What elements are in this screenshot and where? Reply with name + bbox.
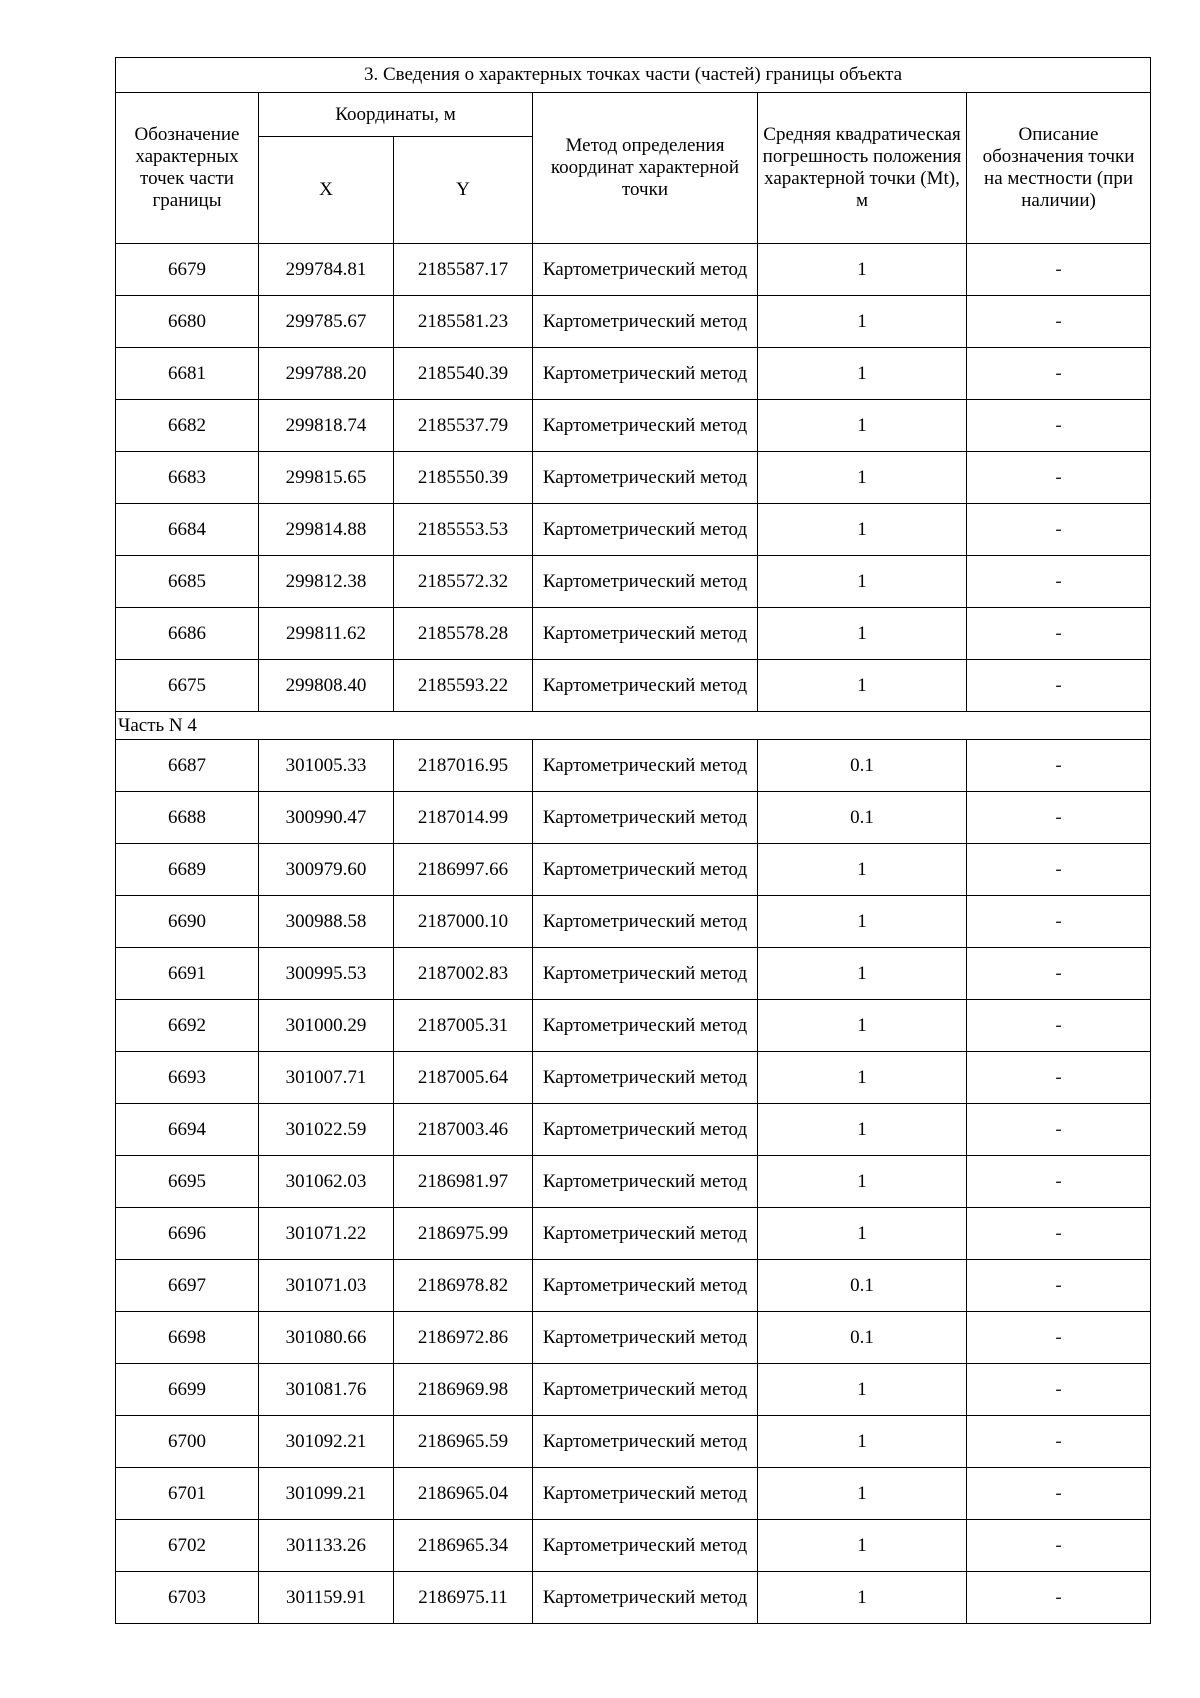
part4-section <box>116 712 1151 740</box>
cell-x: 299811.62 <box>259 608 394 660</box>
cell-y: 2187005.31 <box>394 1000 533 1052</box>
table-row <box>116 1104 1151 1156</box>
table-title: 3. Сведения о характерных точках части (частей) границы объекта <box>116 58 1151 93</box>
table-row <box>116 1208 1151 1260</box>
cell-accuracy: 1 <box>758 1000 967 1052</box>
cell-method: Картометрический метод <box>533 1052 758 1104</box>
cell-accuracy: 1 <box>758 660 967 712</box>
cell-description: - <box>967 1104 1151 1156</box>
header-y: Y <box>394 137 533 244</box>
cell-x: 300990.47 <box>259 792 394 844</box>
cell-point-id: 6693 <box>116 1052 259 1104</box>
cell-method: Картометрический метод <box>533 1156 758 1208</box>
cell-method: Картометрический метод <box>533 348 758 400</box>
cell-point-id: 6695 <box>116 1156 259 1208</box>
table-row <box>116 896 1151 948</box>
cell-point-id: 6703 <box>116 1572 259 1624</box>
cell-x: 301159.91 <box>259 1572 394 1624</box>
cell-y: 2186965.34 <box>394 1520 533 1572</box>
cell-y: 2185581.23 <box>394 296 533 348</box>
cell-accuracy: 1 <box>758 400 967 452</box>
cell-accuracy: 1 <box>758 844 967 896</box>
cell-description: - <box>967 1468 1151 1520</box>
cell-point-id: 6680 <box>116 296 259 348</box>
cell-y: 2186965.04 <box>394 1468 533 1520</box>
cell-point-id: 6683 <box>116 452 259 504</box>
cell-description: - <box>967 948 1151 1000</box>
cell-y: 2187003.46 <box>394 1104 533 1156</box>
cell-accuracy: 1 <box>758 504 967 556</box>
cell-point-id: 6698 <box>116 1312 259 1364</box>
cell-point-id: 6690 <box>116 896 259 948</box>
cell-description: - <box>967 1156 1151 1208</box>
cell-y: 2185550.39 <box>394 452 533 504</box>
table-row <box>116 1000 1151 1052</box>
cell-y: 2186975.11 <box>394 1572 533 1624</box>
cell-description: - <box>967 1000 1151 1052</box>
cell-description: - <box>967 244 1151 296</box>
cell-x: 301099.21 <box>259 1468 394 1520</box>
cell-x: 301092.21 <box>259 1416 394 1468</box>
cell-description: - <box>967 1416 1151 1468</box>
cell-accuracy: 0.1 <box>758 1260 967 1312</box>
table-row <box>116 400 1151 452</box>
cell-y: 2187016.95 <box>394 740 533 792</box>
table-row <box>116 1312 1151 1364</box>
cell-point-id: 6691 <box>116 948 259 1000</box>
cell-description: - <box>967 660 1151 712</box>
cell-x: 299818.74 <box>259 400 394 452</box>
cell-y: 2186969.98 <box>394 1364 533 1416</box>
table-row <box>116 948 1151 1000</box>
cell-description: - <box>967 740 1151 792</box>
cell-accuracy: 1 <box>758 1052 967 1104</box>
cell-x: 300979.60 <box>259 844 394 896</box>
cell-x: 300995.53 <box>259 948 394 1000</box>
cell-x: 301000.29 <box>259 1000 394 1052</box>
table-row <box>116 1052 1151 1104</box>
table-row <box>116 244 1151 296</box>
cell-description: - <box>967 792 1151 844</box>
cell-method: Картометрический метод <box>533 1104 758 1156</box>
cell-method: Картометрический метод <box>533 1468 758 1520</box>
cell-x: 301071.22 <box>259 1208 394 1260</box>
cell-y: 2186965.59 <box>394 1416 533 1468</box>
header-designation: Обозначение характерных точек части границы <box>116 93 259 244</box>
cell-description: - <box>967 844 1151 896</box>
cell-point-id: 6682 <box>116 400 259 452</box>
cell-method: Картометрический метод <box>533 1312 758 1364</box>
cell-accuracy: 1 <box>758 1156 967 1208</box>
cell-description: - <box>967 1572 1151 1624</box>
table-row <box>116 660 1151 712</box>
cell-y: 2185537.79 <box>394 400 533 452</box>
cell-point-id: 6689 <box>116 844 259 896</box>
cell-y: 2186975.99 <box>394 1208 533 1260</box>
cell-y: 2185540.39 <box>394 348 533 400</box>
cell-y: 2186981.97 <box>394 1156 533 1208</box>
table-row <box>116 452 1151 504</box>
cell-accuracy: 1 <box>758 1468 967 1520</box>
cell-point-id: 6685 <box>116 556 259 608</box>
cell-accuracy: 1 <box>758 1208 967 1260</box>
cell-method: Картометрический метод <box>533 452 758 504</box>
table-row <box>116 1416 1151 1468</box>
cell-method: Картометрический метод <box>533 1572 758 1624</box>
cell-y: 2185587.17 <box>394 244 533 296</box>
cell-y: 2185593.22 <box>394 660 533 712</box>
cell-method: Картометрический метод <box>533 1000 758 1052</box>
cell-method: Картометрический метод <box>533 244 758 296</box>
header-x: X <box>259 137 394 244</box>
table-body-part4 <box>116 740 1151 1624</box>
table-row <box>116 740 1151 792</box>
cell-accuracy: 1 <box>758 948 967 1000</box>
cell-point-id: 6684 <box>116 504 259 556</box>
cell-method: Картометрический метод <box>533 556 758 608</box>
cell-accuracy: 1 <box>758 896 967 948</box>
cell-point-id: 6687 <box>116 740 259 792</box>
cell-accuracy: 1 <box>758 452 967 504</box>
table-row <box>116 1364 1151 1416</box>
cell-y: 2185553.53 <box>394 504 533 556</box>
cell-point-id: 6679 <box>116 244 259 296</box>
cell-description: - <box>967 1052 1151 1104</box>
cell-accuracy: 1 <box>758 296 967 348</box>
boundary-points-table <box>115 57 1151 1624</box>
cell-x: 299812.38 <box>259 556 394 608</box>
cell-y: 2187005.64 <box>394 1052 533 1104</box>
header-description: Описание обозначения точки на местности (при наличии) <box>967 93 1151 244</box>
part-label: Часть N 4 <box>116 712 1151 740</box>
cell-x: 299788.20 <box>259 348 394 400</box>
cell-method: Картометрический метод <box>533 296 758 348</box>
cell-accuracy: 0.1 <box>758 1312 967 1364</box>
table-row <box>116 1520 1151 1572</box>
cell-point-id: 6699 <box>116 1364 259 1416</box>
cell-x: 299815.65 <box>259 452 394 504</box>
cell-x: 299785.67 <box>259 296 394 348</box>
table-row <box>116 1572 1151 1624</box>
cell-x: 299814.88 <box>259 504 394 556</box>
cell-x: 299808.40 <box>259 660 394 712</box>
header-coordinates: Координаты, м <box>259 93 533 137</box>
cell-method: Картометрический метод <box>533 740 758 792</box>
cell-accuracy: 1 <box>758 608 967 660</box>
cell-y: 2187014.99 <box>394 792 533 844</box>
cell-point-id: 6700 <box>116 1416 259 1468</box>
cell-description: - <box>967 296 1151 348</box>
cell-accuracy: 1 <box>758 1572 967 1624</box>
cell-point-id: 6694 <box>116 1104 259 1156</box>
table-row <box>116 1260 1151 1312</box>
cell-point-id: 6675 <box>116 660 259 712</box>
cell-method: Картометрический метод <box>533 1208 758 1260</box>
cell-description: - <box>967 556 1151 608</box>
cell-x: 300988.58 <box>259 896 394 948</box>
cell-method: Картометрический метод <box>533 792 758 844</box>
cell-description: - <box>967 1312 1151 1364</box>
cell-method: Картометрический метод <box>533 1416 758 1468</box>
table-row <box>116 504 1151 556</box>
cell-method: Картометрический метод <box>533 400 758 452</box>
table-row <box>116 1468 1151 1520</box>
cell-accuracy: 1 <box>758 1364 967 1416</box>
table-row <box>116 556 1151 608</box>
cell-description: - <box>967 1520 1151 1572</box>
cell-description: - <box>967 608 1151 660</box>
cell-point-id: 6702 <box>116 1520 259 1572</box>
cell-x: 301022.59 <box>259 1104 394 1156</box>
cell-point-id: 6686 <box>116 608 259 660</box>
cell-method: Картометрический метод <box>533 844 758 896</box>
cell-y: 2186978.82 <box>394 1260 533 1312</box>
cell-description: - <box>967 896 1151 948</box>
cell-accuracy: 0.1 <box>758 740 967 792</box>
cell-point-id: 6692 <box>116 1000 259 1052</box>
cell-y: 2187002.83 <box>394 948 533 1000</box>
cell-accuracy: 1 <box>758 348 967 400</box>
cell-point-id: 6688 <box>116 792 259 844</box>
cell-method: Картометрический метод <box>533 1364 758 1416</box>
cell-method: Картометрический метод <box>533 1260 758 1312</box>
table-row <box>116 348 1151 400</box>
table-body-part3 <box>116 244 1151 712</box>
cell-description: - <box>967 348 1151 400</box>
cell-y: 2187000.10 <box>394 896 533 948</box>
cell-accuracy: 1 <box>758 1416 967 1468</box>
cell-method: Картометрический метод <box>533 504 758 556</box>
table-row <box>116 844 1151 896</box>
cell-point-id: 6696 <box>116 1208 259 1260</box>
cell-x: 301081.76 <box>259 1364 394 1416</box>
cell-method: Картометрический метод <box>533 896 758 948</box>
cell-accuracy: 1 <box>758 556 967 608</box>
cell-accuracy: 1 <box>758 1520 967 1572</box>
cell-accuracy: 1 <box>758 244 967 296</box>
table-row <box>116 1156 1151 1208</box>
cell-description: - <box>967 452 1151 504</box>
cell-method: Картометрический метод <box>533 660 758 712</box>
cell-y: 2185578.28 <box>394 608 533 660</box>
table-row <box>116 608 1151 660</box>
cell-description: - <box>967 1364 1151 1416</box>
cell-y: 2186972.86 <box>394 1312 533 1364</box>
cell-method: Картометрический метод <box>533 1520 758 1572</box>
cell-description: - <box>967 504 1151 556</box>
cell-method: Картометрический метод <box>533 608 758 660</box>
cell-x: 301005.33 <box>259 740 394 792</box>
cell-x: 301062.03 <box>259 1156 394 1208</box>
cell-description: - <box>967 1260 1151 1312</box>
cell-y: 2185572.32 <box>394 556 533 608</box>
cell-x: 301133.26 <box>259 1520 394 1572</box>
cell-accuracy: 1 <box>758 1104 967 1156</box>
cell-y: 2186997.66 <box>394 844 533 896</box>
cell-description: - <box>967 400 1151 452</box>
cell-accuracy: 0.1 <box>758 792 967 844</box>
table-row <box>116 296 1151 348</box>
cell-point-id: 6681 <box>116 348 259 400</box>
header-method: Метод определения координат характерной точки <box>533 93 758 244</box>
cell-description: - <box>967 1208 1151 1260</box>
cell-x: 301007.71 <box>259 1052 394 1104</box>
cell-x: 301071.03 <box>259 1260 394 1312</box>
cell-point-id: 6701 <box>116 1468 259 1520</box>
cell-method: Картометрический метод <box>533 948 758 1000</box>
cell-point-id: 6697 <box>116 1260 259 1312</box>
table-row <box>116 792 1151 844</box>
cell-x: 299784.81 <box>259 244 394 296</box>
cell-x: 301080.66 <box>259 1312 394 1364</box>
header-accuracy: Средняя квадратическая погрешность положения характерной точки (Mt), м <box>758 93 967 244</box>
